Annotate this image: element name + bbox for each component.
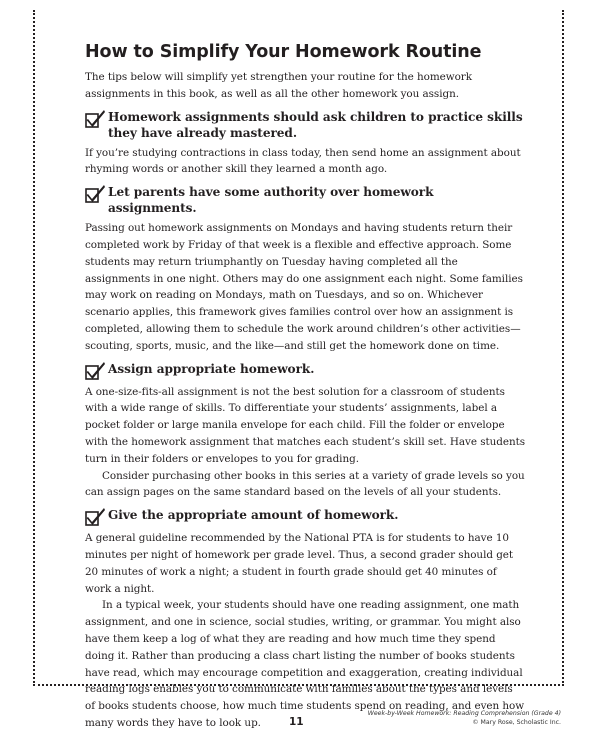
checkbox-checkmark-icon — [85, 507, 106, 526]
page-number: 11 — [289, 716, 304, 728]
tip-heading-2 — [85, 184, 525, 216]
page-title: How to Simplify Your Homework Routine — [85, 42, 482, 62]
intro-paragraph: The tips below will simplify yet strengthen your routine for the homework assignments in this book, as well as all the other homework you assign. — [85, 71, 472, 100]
tip-title: Let parents have some authority over homework assignments. — [108, 185, 434, 216]
tip-heading-3 — [85, 361, 525, 380]
tip-title: Assign appropriate homework. — [108, 361, 315, 376]
tip-heading-4 — [85, 507, 525, 526]
page-content — [85, 41, 525, 732]
tip-paragraph: In a typical week, your students should have one reading assignment, one math assignment, and one in science, social studies, writing, or grammar. You might also have them keep a log of what they are reading and how much time they spend doing it. Rather than producing a class chart listing the number of books students have read, which may encourage competition and exaggeration, creating individual reading logs enables you to communicate with families about the types and levels of books students choose, how much time students spend on reading, and even how many words they have to look up. — [85, 599, 525, 729]
checkbox-checkmark-icon — [85, 184, 106, 203]
book-title: Week-by-Week Homework: Reading Comprehension (Grade 4) — [367, 710, 561, 717]
tip-title: Homework assignments should ask children to practice skills they have already mastered. — [108, 109, 523, 140]
tip-heading-1 — [85, 109, 525, 141]
footer-credit — [368, 709, 561, 727]
copyright: © Mary Rose, Scholastic Inc. — [472, 719, 561, 726]
checkbox-checkmark-icon — [85, 361, 106, 380]
tip-title: Give the appropriate amount of homework. — [108, 508, 399, 523]
tip-paragraph: A one-size-fits-all assignment is not the best solution for a classroom of students with a wide range of skills. To differentiate your students’ assignments, label a pocket folder or large manila envelope for each child. Fill the folder or envelope with the homework assignment that matches each student’s skill set. Have students turn in their folders or envelopes to you for grading. — [85, 385, 525, 465]
tip-paragraph: Consider purchasing other books in this series at a variety of grade levels so you can assign pages on the same standard based on the levels of all your students. — [85, 469, 525, 499]
tip-paragraph: If you’re studying contractions in class today, then send home an assignment about rhyming words or another skill they learned a month ago. — [85, 146, 521, 176]
checkbox-checkmark-icon — [85, 109, 106, 128]
tip-paragraph: A general guideline recommended by the National PTA is for students to have 10 minutes per night of homework per grade level. Thus, a second grader should get 20 minutes of work a night; a student in fourth grade should get 40 minutes of work a night. — [85, 532, 514, 595]
tip-paragraph: Passing out homework assignments on Mondays and having students return their completed work by Friday of that week is a flexible and effective approach. Some students may return triumphantly on Tuesday having completed all the assignments in one night. Others may do one assignment each night. Some families may work on reading on Mondays, math on Tuesdays, and so on. Whichever scenario applies, this framework gives families control over how an assignment is completed, allowing them to schedule the work around children’s other activities—scouting, sports, music, and the like—and still get the homework done on time. — [85, 222, 523, 352]
